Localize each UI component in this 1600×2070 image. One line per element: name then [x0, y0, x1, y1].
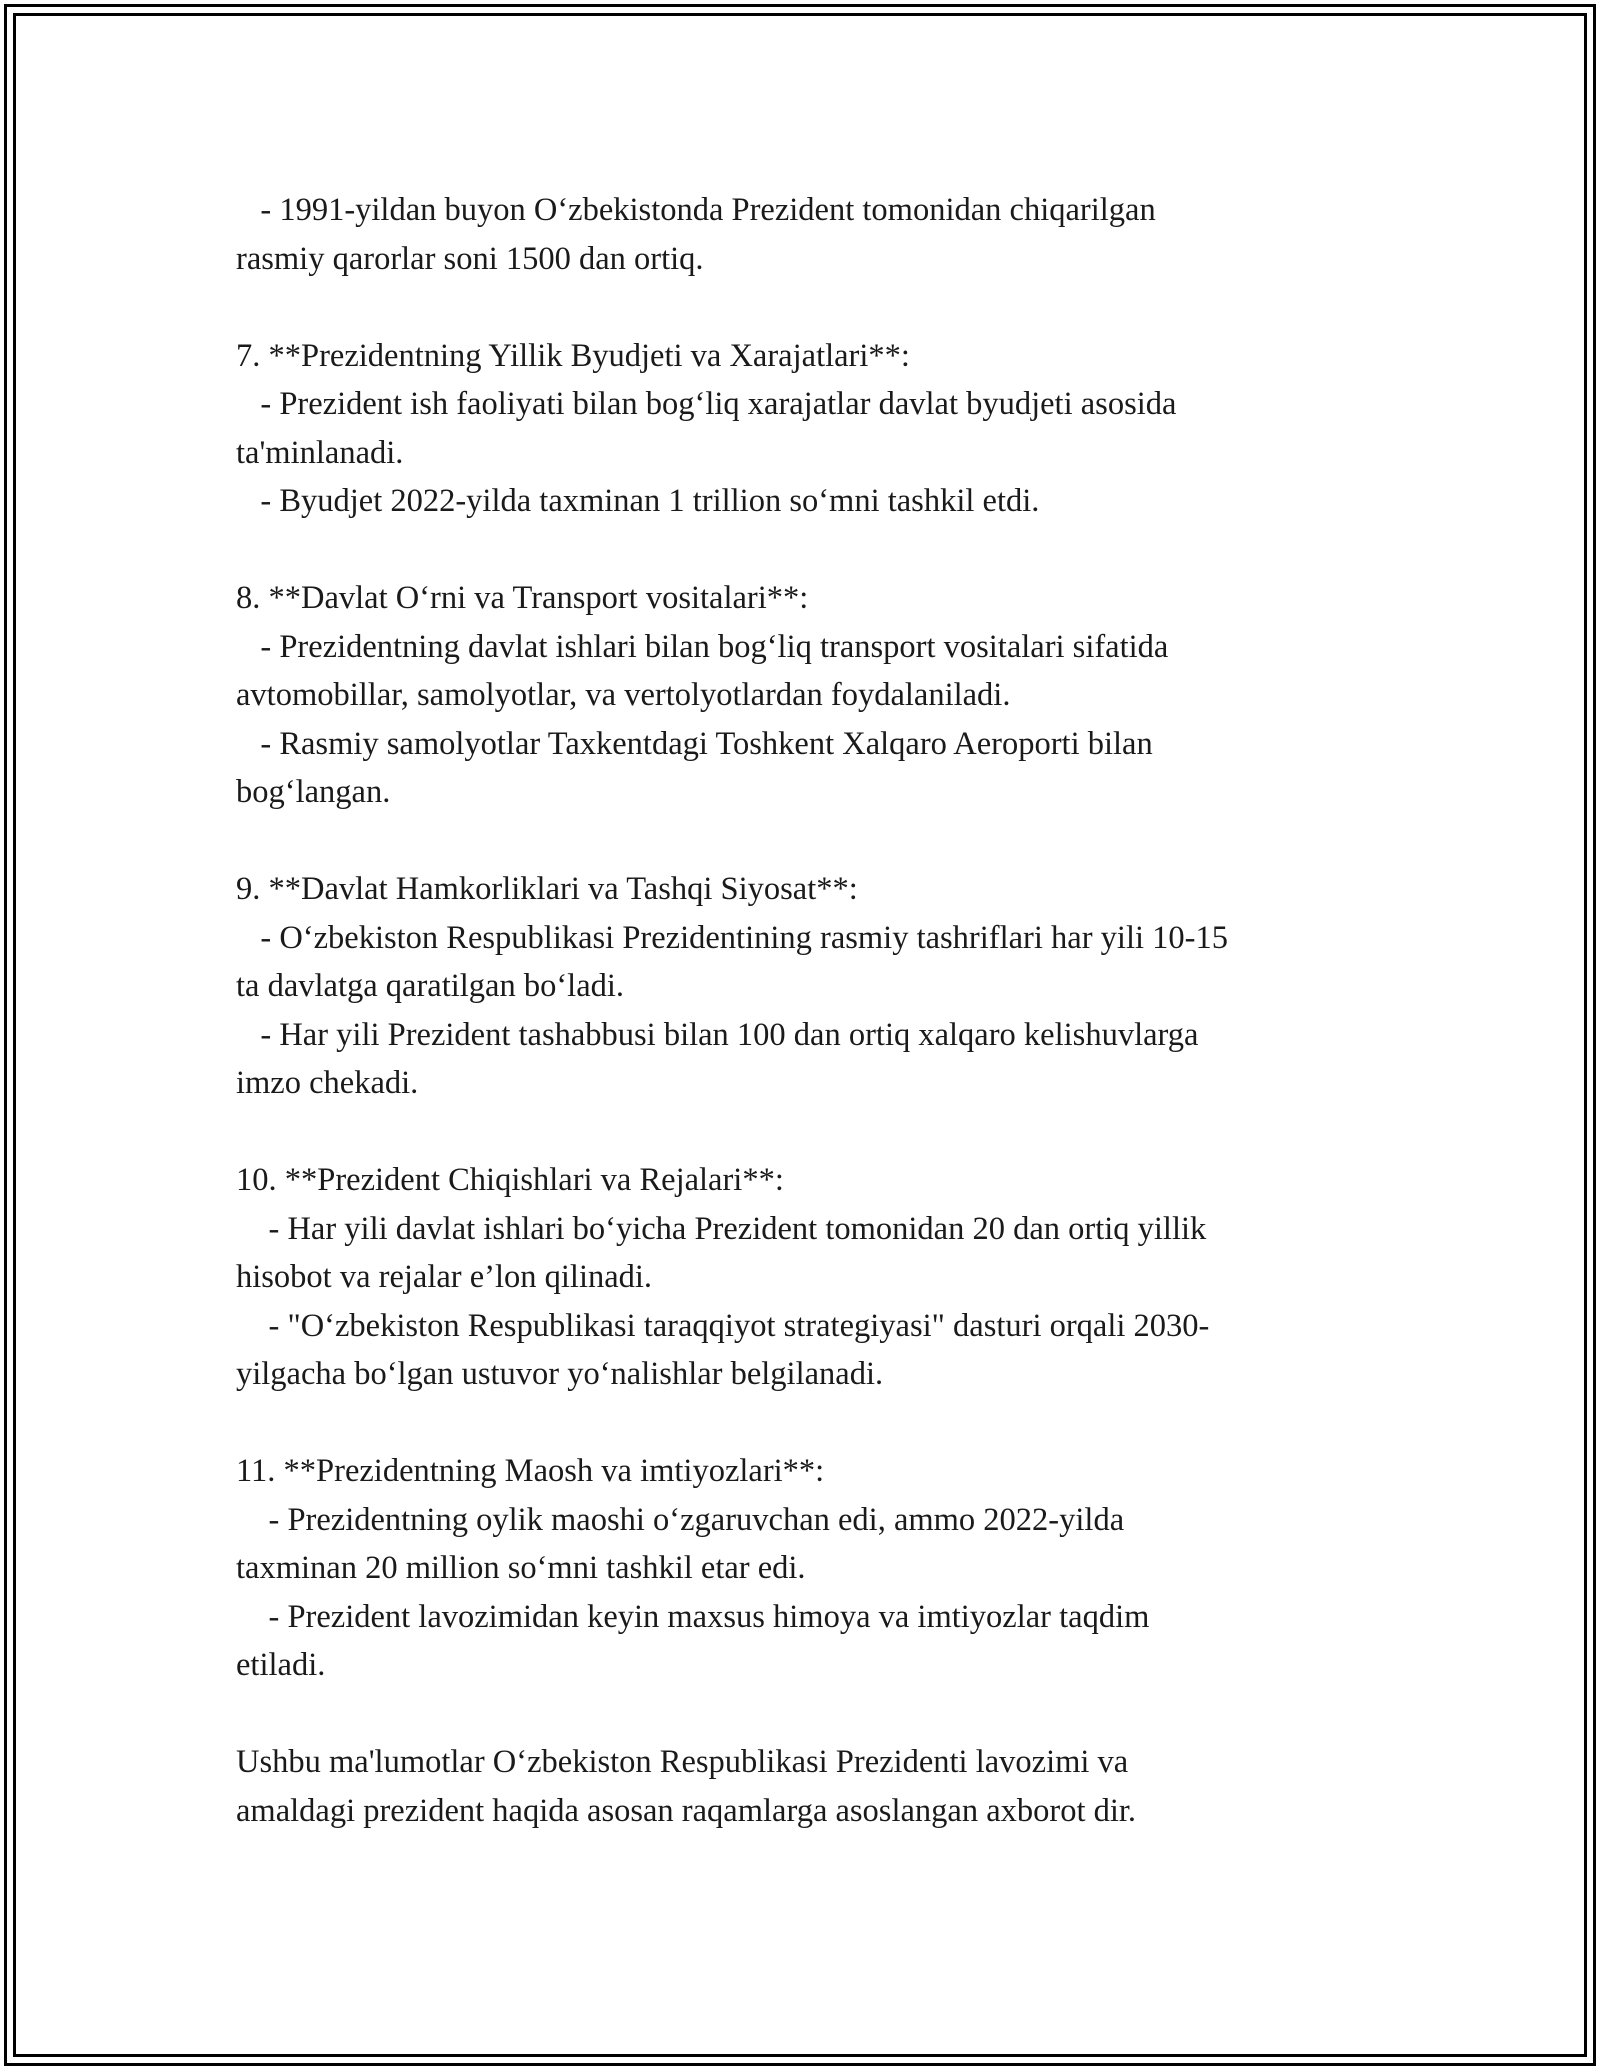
text-line: - Prezidentning davlat ishlari bilan bog‘liq transport vositalari sifatida	[236, 628, 1169, 665]
text-line: yilgacha bo‘lgan ustuvor yo‘nalishlar belgilanadi.	[236, 1356, 884, 1392]
text-line: - Har yili Prezident tashabbusi bilan 100 dan ortiq xalqaro kelishuvlarga	[236, 1016, 1199, 1053]
blank-line	[236, 1108, 1376, 1157]
blank-line	[236, 283, 1376, 332]
section-heading-9: 9. **Davlat Hamkorliklari va Tashqi Siyosat**:	[236, 871, 858, 907]
blank-line	[236, 1399, 1376, 1448]
text-line: - Rasmiy samolyotlar Taxkentdagi Toshkent Xalqaro Aeroporti bilan	[236, 725, 1153, 762]
text-line: avtomobillar, samolyotlar, va vertolyotlardan foydalaniladi.	[236, 677, 1011, 713]
text-line: - 1991-yildan buyon O‘zbekistonda Prezident tomonidan chiqarilgan	[236, 192, 1156, 228]
blank-line	[236, 1690, 1376, 1739]
text-line: - O‘zbekiston Respublikasi Prezidentining rasmiy tashriflari har yili 10-15	[236, 919, 1228, 956]
blank-line	[236, 817, 1376, 866]
section-heading-11: 11. **Prezidentning Maosh va imtiyozlari**:	[236, 1453, 825, 1489]
text-line: ta davlatga qaratilgan bo‘ladi.	[236, 968, 625, 1004]
text-line: bog‘langan.	[236, 774, 391, 810]
text-line: imzo chekadi.	[236, 1065, 419, 1101]
section-heading-8: 8. **Davlat O‘rni va Transport vositalari**:	[236, 580, 809, 616]
text-line: - Prezident lavozimidan keyin maxsus himoya va imtiyozlar taqdim	[236, 1598, 1150, 1635]
section-heading-10: 10. **Prezident Chiqishlari va Rejalari**:	[236, 1162, 784, 1198]
document-body	[236, 186, 1376, 1835]
text-line: taxminan 20 million so‘mni tashkil etar edi.	[236, 1550, 806, 1586]
closing-paragraph: Ushbu ma'lumotlar O‘zbekiston Respublikasi Prezidenti lavozimi va	[236, 1744, 1129, 1780]
text-line: - Har yili davlat ishlari bo‘yicha Prezident tomonidan 20 dan ortiq yillik	[236, 1210, 1207, 1247]
text-line: rasmiy qarorlar soni 1500 dan ortiq.	[236, 240, 704, 277]
blank-line	[236, 526, 1376, 575]
text-line: - Prezidentning oylik maoshi o‘zgaruvchan edi, ammo 2022-yilda	[236, 1501, 1125, 1538]
text-line: hisobot va rejalar e’lon qilinadi.	[236, 1259, 653, 1295]
text-line: ta'minlanadi.	[236, 434, 404, 471]
text-line: etiladi.	[236, 1647, 326, 1683]
section-heading-7: 7. **Prezidentning Yillik Byudjeti va Xarajatlari**:	[236, 337, 910, 374]
text-line: - Byudjet 2022-yilda taxminan 1 trillion so‘mni tashkil etdi.	[236, 483, 1040, 519]
text-line: - Prezident ish faoliyati bilan bog‘liq xarajatlar davlat byudjeti asosida	[236, 386, 1177, 422]
text-line: - "O‘zbekiston Respublikasi taraqqiyot strategiyasi" dasturi orqali 2030-	[236, 1307, 1210, 1344]
closing-paragraph: amaldagi prezident haqida asosan raqamlarga asoslangan axborot dir.	[236, 1792, 1137, 1829]
